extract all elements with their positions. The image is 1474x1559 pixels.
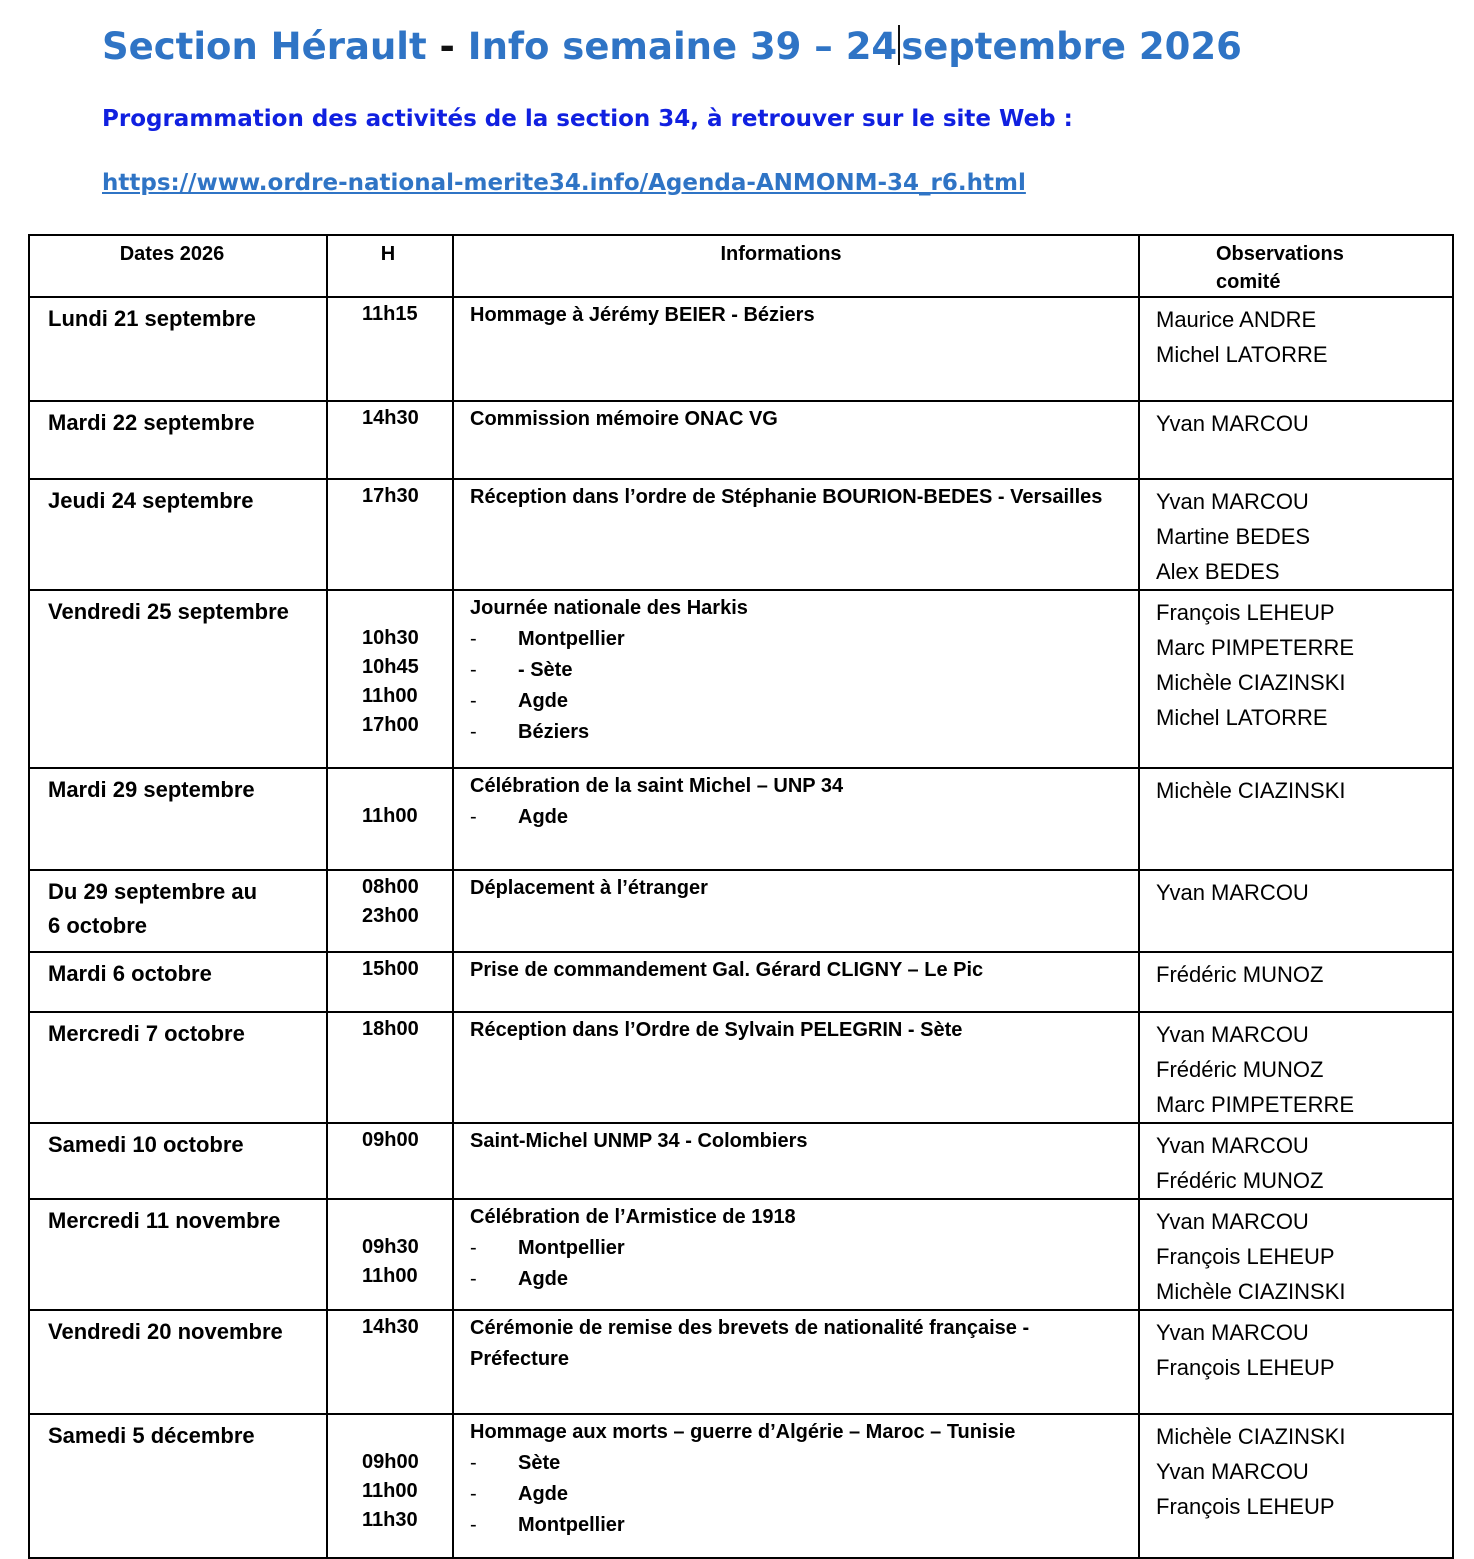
row-time [327, 479, 453, 590]
observer-name: Michèle CIAZINSKI [1156, 1279, 1346, 1304]
agenda-table [28, 234, 1454, 1559]
info-title: Hommage aux morts – guerre d’Algérie – Maroc – Tunisie [470, 1421, 1016, 1443]
bullet-dash: - [470, 1268, 477, 1290]
date-line: 6 octobre [48, 913, 148, 938]
observer-name: Yvan MARCOU [1156, 411, 1309, 436]
info-subitem-label: Agde [518, 1268, 568, 1290]
table-row [29, 479, 1453, 590]
table-row [29, 1310, 1453, 1414]
observer-name: François LEHEUP [1156, 600, 1335, 625]
text-cursor [898, 25, 900, 65]
page-title [102, 24, 1242, 70]
time-line: 08h00 [362, 876, 419, 898]
row-time [327, 401, 453, 479]
row-date [29, 590, 327, 768]
date-line: Samedi 10 octobre [48, 1132, 244, 1157]
row-observations [1139, 768, 1453, 870]
table-row [29, 1123, 1453, 1199]
header-observations [1139, 235, 1453, 297]
info-title: Hommage à Jérémy BEIER - Béziers [470, 304, 815, 326]
info-subitem-label: Montpellier [518, 1237, 625, 1259]
row-observations [1139, 1123, 1453, 1199]
header-hour: H [327, 235, 453, 297]
date-line: Vendredi 25 septembre [48, 599, 289, 624]
observer-name: Yvan MARCOU [1156, 489, 1309, 514]
subtitle: Programmation des activités de la section 34, à retrouver sur le site Web : [102, 106, 1073, 132]
observer-name: François LEHEUP [1156, 1244, 1335, 1269]
row-time [327, 870, 453, 952]
info-subitem [470, 717, 1118, 748]
time-line: 23h00 [362, 905, 419, 927]
time-line: 11h15 [362, 303, 418, 325]
observer-name: Yvan MARCOU [1156, 1022, 1309, 1047]
title-info-month: septembre 2026 [901, 25, 1242, 68]
info-title: Célébration de l’Armistice de 1918 [470, 1206, 796, 1228]
observer-name: Yvan MARCOU [1156, 880, 1309, 905]
row-information [453, 768, 1139, 870]
header-informations: Informations [453, 235, 1139, 297]
observer-name: Frédéric MUNOZ [1156, 962, 1324, 987]
table-row [29, 590, 1453, 768]
observer-name: Marc PIMPETERRE [1156, 1092, 1355, 1117]
date-line: Jeudi 24 septembre [48, 488, 254, 513]
date-line: Mardi 6 octobre [48, 961, 212, 986]
row-information [453, 1414, 1139, 1558]
time-line: 18h00 [362, 1018, 419, 1040]
bullet-dash: - [470, 1483, 477, 1505]
row-date [29, 401, 327, 479]
bullet-dash: - [470, 1452, 477, 1474]
row-time [327, 1310, 453, 1414]
row-observations [1139, 1414, 1453, 1558]
row-date [29, 870, 327, 952]
row-information [453, 590, 1139, 768]
time-line: 17h00 [362, 714, 419, 736]
row-date [29, 952, 327, 1012]
observer-name: Michèle CIAZINSKI [1156, 778, 1346, 803]
row-time [327, 1123, 453, 1199]
info-subitem [470, 1479, 1118, 1510]
table-row [29, 297, 1453, 401]
info-title: Cérémonie de remise des brevets de nationalité française - Préfecture [470, 1317, 1030, 1370]
header-observations-line2: comité [1216, 271, 1281, 293]
info-subitem-label: - Sète [518, 659, 573, 681]
row-observations [1139, 401, 1453, 479]
row-time [327, 1414, 453, 1558]
info-subitem [470, 1233, 1118, 1264]
agenda-link[interactable]: https://www.ordre-national-merite34.info/Agenda-ANMONM-34_r6.html [102, 170, 1026, 196]
time-line: 17h30 [362, 485, 419, 507]
table-header-row [29, 235, 1453, 297]
observer-name: Marc PIMPETERRE [1156, 635, 1355, 660]
date-line: Vendredi 20 novembre [48, 1319, 283, 1344]
observer-name: Frédéric MUNOZ [1156, 1057, 1324, 1082]
bullet-dash: - [470, 690, 477, 712]
table-row [29, 1414, 1453, 1558]
row-information [453, 1310, 1139, 1414]
row-time [327, 952, 453, 1012]
observer-name: Frédéric MUNOZ [1156, 1168, 1324, 1193]
date-line: Mardi 22 septembre [48, 410, 255, 435]
table-row [29, 768, 1453, 870]
title-separator: - [426, 25, 468, 68]
date-line: Lundi 21 septembre [48, 306, 256, 331]
info-title: Réception dans l’Ordre de Sylvain PELEGRIN - Sète [470, 1019, 963, 1041]
table-row [29, 401, 1453, 479]
info-subitem [470, 1510, 1118, 1541]
row-information [453, 297, 1139, 401]
info-subitem-label: Agde [518, 806, 568, 828]
table-row [29, 1199, 1453, 1310]
time-line: 11h00 [362, 805, 418, 827]
bullet-dash: - [470, 1237, 477, 1259]
header-observations-line1: Observations [1216, 243, 1344, 265]
time-line: 14h30 [362, 1316, 419, 1338]
observer-name: Yvan MARCOU [1156, 1209, 1309, 1234]
row-observations [1139, 952, 1453, 1012]
info-subitem-label: Agde [518, 690, 568, 712]
title-info-week: Info semaine 39 – 24 [467, 25, 898, 68]
row-date [29, 1310, 327, 1414]
info-title: Commission mémoire ONAC VG [470, 408, 778, 430]
bullet-dash: - [470, 1514, 477, 1536]
date-line: Mardi 29 septembre [48, 777, 255, 802]
observer-name: Alex BEDES [1156, 559, 1280, 584]
row-date [29, 1414, 327, 1558]
info-subitem [470, 655, 1118, 686]
observer-name: Maurice ANDRE [1156, 307, 1317, 332]
time-line: 10h30 [362, 627, 419, 649]
row-information [453, 1123, 1139, 1199]
observer-name: Michel LATORRE [1156, 705, 1328, 730]
time-line: 09h00 [362, 1451, 419, 1473]
time-line: 11h00 [362, 1480, 418, 1502]
info-subitem [470, 1264, 1118, 1295]
row-information [453, 870, 1139, 952]
row-date [29, 479, 327, 590]
info-subitem-label: Agde [518, 1483, 568, 1505]
observer-name: Michel LATORRE [1156, 342, 1328, 367]
info-title: Journée nationale des Harkis [470, 597, 748, 619]
row-observations [1139, 297, 1453, 401]
info-subitem [470, 686, 1118, 717]
date-line: Mercredi 7 octobre [48, 1021, 245, 1046]
table-row [29, 1012, 1453, 1123]
observer-name: Yvan MARCOU [1156, 1320, 1309, 1345]
info-subitem-label: Sète [518, 1452, 561, 1474]
row-date [29, 768, 327, 870]
row-date [29, 297, 327, 401]
row-date [29, 1123, 327, 1199]
time-line: 15h00 [362, 958, 419, 980]
time-line: 10h45 [362, 656, 419, 678]
info-subitem [470, 624, 1118, 655]
row-date [29, 1199, 327, 1310]
info-title: Saint-Michel UNMP 34 - Colombiers [470, 1130, 808, 1152]
observer-name: Michèle CIAZINSKI [1156, 670, 1346, 695]
bullet-dash: - [470, 628, 477, 650]
time-line: 11h00 [362, 1265, 418, 1287]
observer-name: Michèle CIAZINSKI [1156, 1424, 1346, 1449]
row-date [29, 1012, 327, 1123]
row-information [453, 479, 1139, 590]
row-information [453, 1199, 1139, 1310]
info-subitem [470, 802, 1118, 833]
observer-name: Yvan MARCOU [1156, 1133, 1309, 1158]
observer-name: François LEHEUP [1156, 1355, 1335, 1380]
row-time [327, 297, 453, 401]
title-section: Section Hérault [102, 25, 427, 68]
row-time [327, 590, 453, 768]
row-observations [1139, 590, 1453, 768]
table-row [29, 870, 1453, 952]
info-title: Célébration de la saint Michel – UNP 34 [470, 775, 844, 797]
info-title: Prise de commandement Gal. Gérard CLIGNY – Le Pic [470, 959, 984, 981]
row-time [327, 1199, 453, 1310]
header-dates: Dates 2026 [29, 235, 327, 297]
time-line: 11h30 [362, 1509, 418, 1531]
info-subitem-label: Montpellier [518, 628, 625, 650]
row-observations [1139, 1310, 1453, 1414]
date-line: Du 29 septembre au [48, 879, 258, 904]
info-title: Déplacement à l’étranger [470, 877, 708, 899]
time-line: 09h00 [362, 1129, 419, 1151]
row-observations [1139, 479, 1453, 590]
row-time [327, 768, 453, 870]
bullet-dash: - [470, 659, 477, 681]
row-observations [1139, 1199, 1453, 1310]
observer-name: François LEHEUP [1156, 1494, 1335, 1519]
bullet-dash: - [470, 721, 477, 743]
table-row [29, 952, 1453, 1012]
row-observations [1139, 1012, 1453, 1123]
info-subitem-label: Béziers [518, 721, 590, 743]
observer-name: Martine BEDES [1156, 524, 1311, 549]
date-line: Samedi 5 décembre [48, 1423, 255, 1448]
row-time [327, 1012, 453, 1123]
observer-name: Yvan MARCOU [1156, 1459, 1309, 1484]
row-information [453, 1012, 1139, 1123]
row-observations [1139, 870, 1453, 952]
info-subitem-label: Montpellier [518, 1514, 625, 1536]
row-information [453, 952, 1139, 1012]
row-information [453, 401, 1139, 479]
date-line: Mercredi 11 novembre [48, 1208, 281, 1233]
time-line: 11h00 [362, 685, 418, 707]
info-title: Réception dans l’ordre de Stéphanie BOURION-BEDES - Versailles [470, 486, 1103, 508]
time-line: 09h30 [362, 1236, 419, 1258]
bullet-dash: - [470, 806, 477, 828]
time-line: 14h30 [362, 407, 419, 429]
info-subitem [470, 1448, 1118, 1479]
